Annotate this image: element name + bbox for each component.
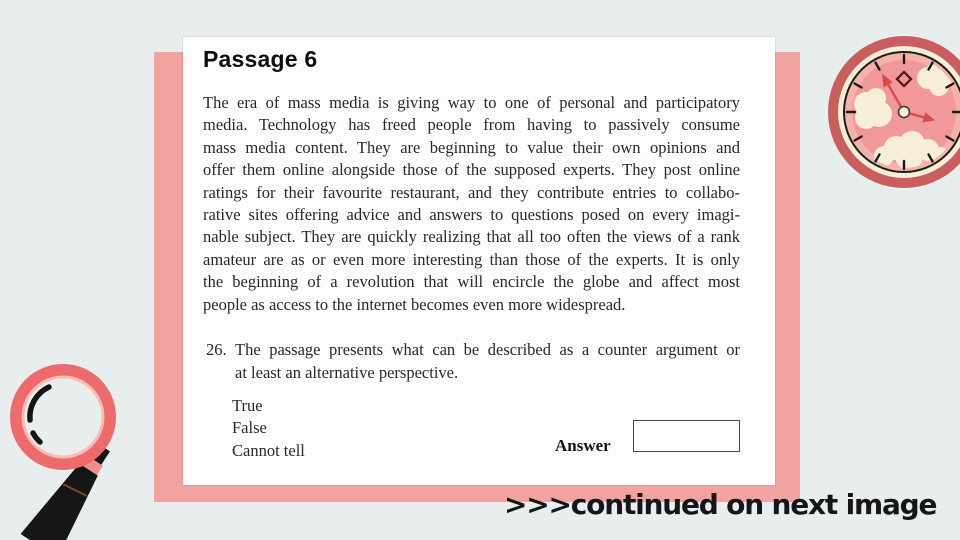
lens-reflection — [30, 387, 49, 442]
answer-box[interactable] — [633, 420, 740, 452]
question-text — [235, 339, 740, 384]
passage-text — [203, 92, 740, 316]
page-title: Passage 6 — [203, 46, 318, 72]
passage-line: offer them online alongside those of the supposed experts. They post online — [203, 160, 740, 180]
question-line: at least an alternative perspective. — [235, 362, 459, 382]
passage-line: ratings for their favourite restaurant, and they contribute entries to collabo- — [203, 182, 740, 202]
question-block — [203, 339, 740, 384]
passage-line: mass media content. They are beginning to value their own opinions and — [203, 137, 740, 157]
answer-options — [232, 395, 305, 462]
magnifying-glass-icon — [0, 350, 238, 540]
passage-line: media. Technology has freed people from having to passively consume — [203, 115, 740, 135]
passage-line: the beginning of a revolution that will encircle the globe and affect most — [203, 272, 740, 292]
passage-line: people as access to the internet becomes even more widespread. — [203, 294, 626, 314]
worksheet-page — [183, 37, 775, 485]
passage-line: nable subject. They are quickly realizing that all too often the views of a rank — [203, 227, 740, 247]
option-true: True — [232, 396, 263, 415]
question-number: 26. — [206, 340, 227, 359]
option-cannot-tell: Cannot tell — [232, 440, 305, 460]
passage-line: The era of mass media is giving way to one of personal and participatory — [203, 93, 740, 112]
answer-label: Answer — [555, 436, 611, 455]
passage-line: rative sites offering advice and answers to questions posed on every imagi- — [203, 205, 740, 225]
continued-note: >>>continued on next image — [504, 488, 937, 521]
question-line: The passage presents what can be described as a counter argument or — [235, 340, 740, 359]
clock-center-pin — [899, 107, 910, 118]
passage-line: amateur are as or even more interesting than those of the experts. It is only — [203, 249, 740, 269]
option-false: False — [232, 418, 267, 438]
clock-icon — [819, 27, 960, 197]
